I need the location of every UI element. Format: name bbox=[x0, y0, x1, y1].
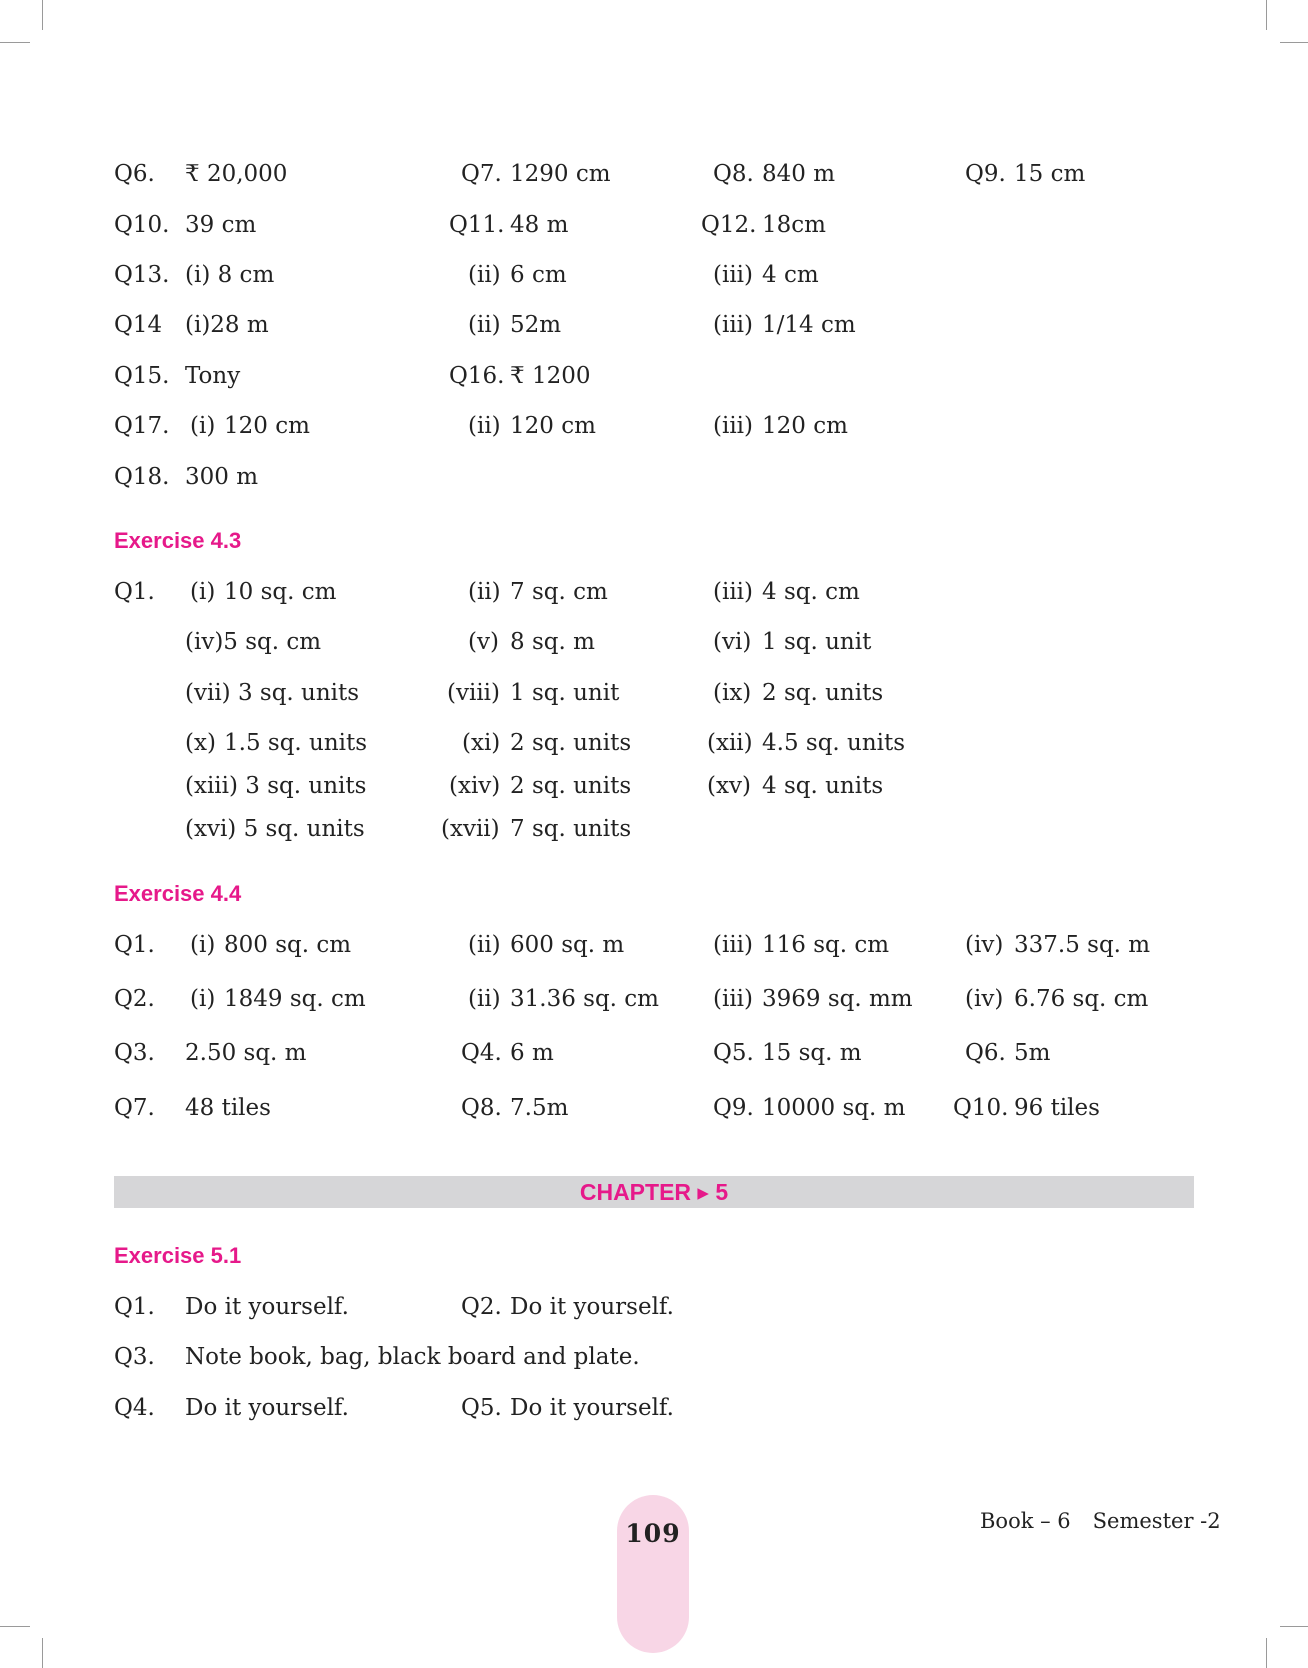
answer: 4 cm bbox=[762, 262, 819, 288]
sub-part-label: (ii) bbox=[468, 986, 501, 1012]
question-number: Q2. bbox=[461, 1294, 502, 1320]
answer: 1/14 cm bbox=[762, 312, 856, 338]
sub-part-label: (ii) bbox=[468, 579, 501, 605]
answer: 10000 sq. m bbox=[762, 1095, 906, 1121]
sub-part-label: (iii) bbox=[713, 312, 754, 338]
answer: (xvi) 5 sq. units bbox=[185, 816, 365, 842]
question-number: Q16. bbox=[449, 363, 505, 389]
semester-label: Semester -2 bbox=[1092, 1509, 1221, 1533]
exercise-heading: Exercise 5.1 bbox=[114, 1243, 242, 1268]
crop-mark bbox=[1280, 1626, 1308, 1627]
page-number-tab bbox=[617, 1495, 689, 1653]
answer: 6 m bbox=[510, 1040, 554, 1066]
crop-mark bbox=[42, 1638, 43, 1668]
answer: 4 sq. cm bbox=[762, 579, 860, 605]
sub-part-label: (ii) bbox=[468, 312, 501, 338]
question-number: Q4. bbox=[114, 1395, 155, 1421]
answer: 7 sq. cm bbox=[510, 579, 608, 605]
answer: 1.5 sq. units bbox=[224, 730, 368, 756]
page-number: 109 bbox=[625, 1519, 681, 1548]
answer: 48 tiles bbox=[185, 1095, 271, 1121]
answer: 5m bbox=[1014, 1040, 1051, 1066]
sub-part-label: (iii) bbox=[713, 413, 754, 439]
crop-mark bbox=[1280, 42, 1308, 43]
sub-part-label: (viii) bbox=[447, 680, 501, 706]
chapter-title: CHAPTER ▸ 5 bbox=[579, 1179, 729, 1205]
sub-part-label: (iv) bbox=[965, 932, 1004, 958]
question-number: Q9. bbox=[965, 161, 1006, 187]
crop-mark bbox=[1266, 1638, 1267, 1668]
answer: (i)28 m bbox=[185, 312, 269, 338]
answer: ₹ 1200 bbox=[510, 363, 591, 389]
answer: 4.5 sq. units bbox=[762, 730, 906, 756]
question-number: Q13. bbox=[114, 262, 170, 288]
question-number: Q14 bbox=[114, 312, 163, 338]
exercise-heading: Exercise 4.4 bbox=[114, 881, 242, 906]
answer: Note book, bag, black board and plate. bbox=[185, 1344, 640, 1370]
question-number: Q7. bbox=[461, 161, 502, 187]
sub-part-label: (xiv) bbox=[449, 773, 501, 799]
question-number: Q1. bbox=[114, 932, 155, 958]
crop-mark bbox=[42, 0, 43, 30]
sub-part-label: (iii) bbox=[713, 262, 754, 288]
sub-part-label: (ii) bbox=[468, 262, 501, 288]
sub-part-label: (i) bbox=[190, 413, 216, 439]
answer: 1290 cm bbox=[510, 161, 611, 187]
question-number: Q10. bbox=[953, 1095, 1009, 1121]
answer: 7 sq. units bbox=[510, 816, 632, 842]
answer: 7.5m bbox=[510, 1095, 569, 1121]
sub-part-label: (vi) bbox=[713, 629, 752, 655]
question-number: Q3. bbox=[114, 1344, 155, 1370]
answer: Tony bbox=[185, 363, 241, 389]
answer: 1 sq. unit bbox=[510, 680, 620, 706]
question-number: Q9. bbox=[713, 1095, 754, 1121]
answer: 1 sq. unit bbox=[762, 629, 872, 655]
answer: (iv)5 sq. cm bbox=[185, 629, 322, 655]
answer: 116 sq. cm bbox=[762, 932, 890, 958]
sub-part-label: (xii) bbox=[707, 730, 753, 756]
answer: Do it yourself. bbox=[510, 1395, 674, 1421]
answer: 4 sq. units bbox=[762, 773, 884, 799]
question-number: Q18. bbox=[114, 464, 170, 490]
sub-part-label: (ix) bbox=[713, 680, 752, 706]
sub-part-label: (v) bbox=[468, 629, 499, 655]
answer: 2.50 sq. m bbox=[185, 1040, 307, 1066]
sub-part-label: (i) bbox=[190, 579, 216, 605]
sub-part-label: (xi) bbox=[462, 730, 501, 756]
question-number: Q17. bbox=[114, 413, 170, 439]
book-label: Book – 6 bbox=[980, 1509, 1071, 1533]
question-number: Q7. bbox=[114, 1095, 155, 1121]
crop-mark bbox=[1266, 0, 1267, 30]
answer: 96 tiles bbox=[1014, 1095, 1100, 1121]
answer: 337.5 sq. m bbox=[1014, 932, 1151, 958]
question-number: Q15. bbox=[114, 363, 170, 389]
question-number: Q1. bbox=[114, 1294, 155, 1320]
answer: 2 sq. units bbox=[762, 680, 884, 706]
answer: (vii) 3 sq. units bbox=[185, 680, 360, 706]
answer: 15 cm bbox=[1014, 161, 1086, 187]
answer: Do it yourself. bbox=[510, 1294, 674, 1320]
answer: 840 m bbox=[762, 161, 836, 187]
answer: (xiii) 3 sq. units bbox=[185, 773, 367, 799]
sub-part-label: (x) bbox=[185, 730, 216, 756]
sub-part-label: (xv) bbox=[707, 773, 751, 799]
answer: 48 m bbox=[510, 212, 569, 238]
answer: 600 sq. m bbox=[510, 932, 625, 958]
answer: 120 cm bbox=[224, 413, 310, 439]
answer: 120 cm bbox=[762, 413, 848, 439]
answer: 39 cm bbox=[185, 212, 257, 238]
question-number: Q6. bbox=[114, 161, 155, 187]
sub-part-label: (iii) bbox=[713, 986, 754, 1012]
exercise-heading: Exercise 4.3 bbox=[114, 528, 242, 553]
question-number: Q8. bbox=[461, 1095, 502, 1121]
sub-part-label: (i) bbox=[190, 932, 216, 958]
answer: 120 cm bbox=[510, 413, 596, 439]
sub-part-label: (ii) bbox=[468, 932, 501, 958]
crop-mark bbox=[0, 1626, 30, 1627]
answer: 52m bbox=[510, 312, 562, 338]
answer: 8 sq. m bbox=[510, 629, 595, 655]
answer: 31.36 sq. cm bbox=[510, 986, 659, 1012]
answer: 800 sq. cm bbox=[224, 932, 352, 958]
answer: 2 sq. units bbox=[510, 730, 632, 756]
sub-part-label: (iv) bbox=[965, 986, 1004, 1012]
answer: 15 sq. m bbox=[762, 1040, 862, 1066]
sub-part-label: (iii) bbox=[713, 932, 754, 958]
answer: (i) 8 cm bbox=[185, 262, 275, 288]
sub-part-label: (i) bbox=[190, 986, 216, 1012]
chapter-banner bbox=[114, 1176, 1194, 1208]
answer: 300 m bbox=[185, 464, 259, 490]
answer: 3969 sq. mm bbox=[762, 986, 913, 1012]
sub-part-label: (xvii) bbox=[441, 816, 500, 842]
sub-part-label: (ii) bbox=[468, 413, 501, 439]
question-number: Q2. bbox=[114, 986, 155, 1012]
book-info bbox=[980, 1509, 1221, 1533]
question-number: Q5. bbox=[461, 1395, 502, 1421]
answer: ₹ 20,000 bbox=[185, 161, 288, 187]
question-number: Q11. bbox=[449, 212, 505, 238]
question-number: Q10. bbox=[114, 212, 170, 238]
question-number: Q1. bbox=[114, 579, 155, 605]
crop-mark bbox=[0, 42, 30, 43]
answer: Do it yourself. bbox=[185, 1294, 349, 1320]
answer: 6 cm bbox=[510, 262, 567, 288]
sub-part-label: (iii) bbox=[713, 579, 754, 605]
question-number: Q8. bbox=[713, 161, 754, 187]
answer: 1849 sq. cm bbox=[224, 986, 366, 1012]
answer: 10 sq. cm bbox=[224, 579, 337, 605]
answer: 18cm bbox=[762, 212, 826, 238]
question-number: Q6. bbox=[965, 1040, 1006, 1066]
question-number: Q12. bbox=[701, 212, 757, 238]
question-number: Q3. bbox=[114, 1040, 155, 1066]
question-number: Q5. bbox=[713, 1040, 754, 1066]
answer: 6.76 sq. cm bbox=[1014, 986, 1149, 1012]
answer: 2 sq. units bbox=[510, 773, 632, 799]
answer: Do it yourself. bbox=[185, 1395, 349, 1421]
question-number: Q4. bbox=[461, 1040, 502, 1066]
